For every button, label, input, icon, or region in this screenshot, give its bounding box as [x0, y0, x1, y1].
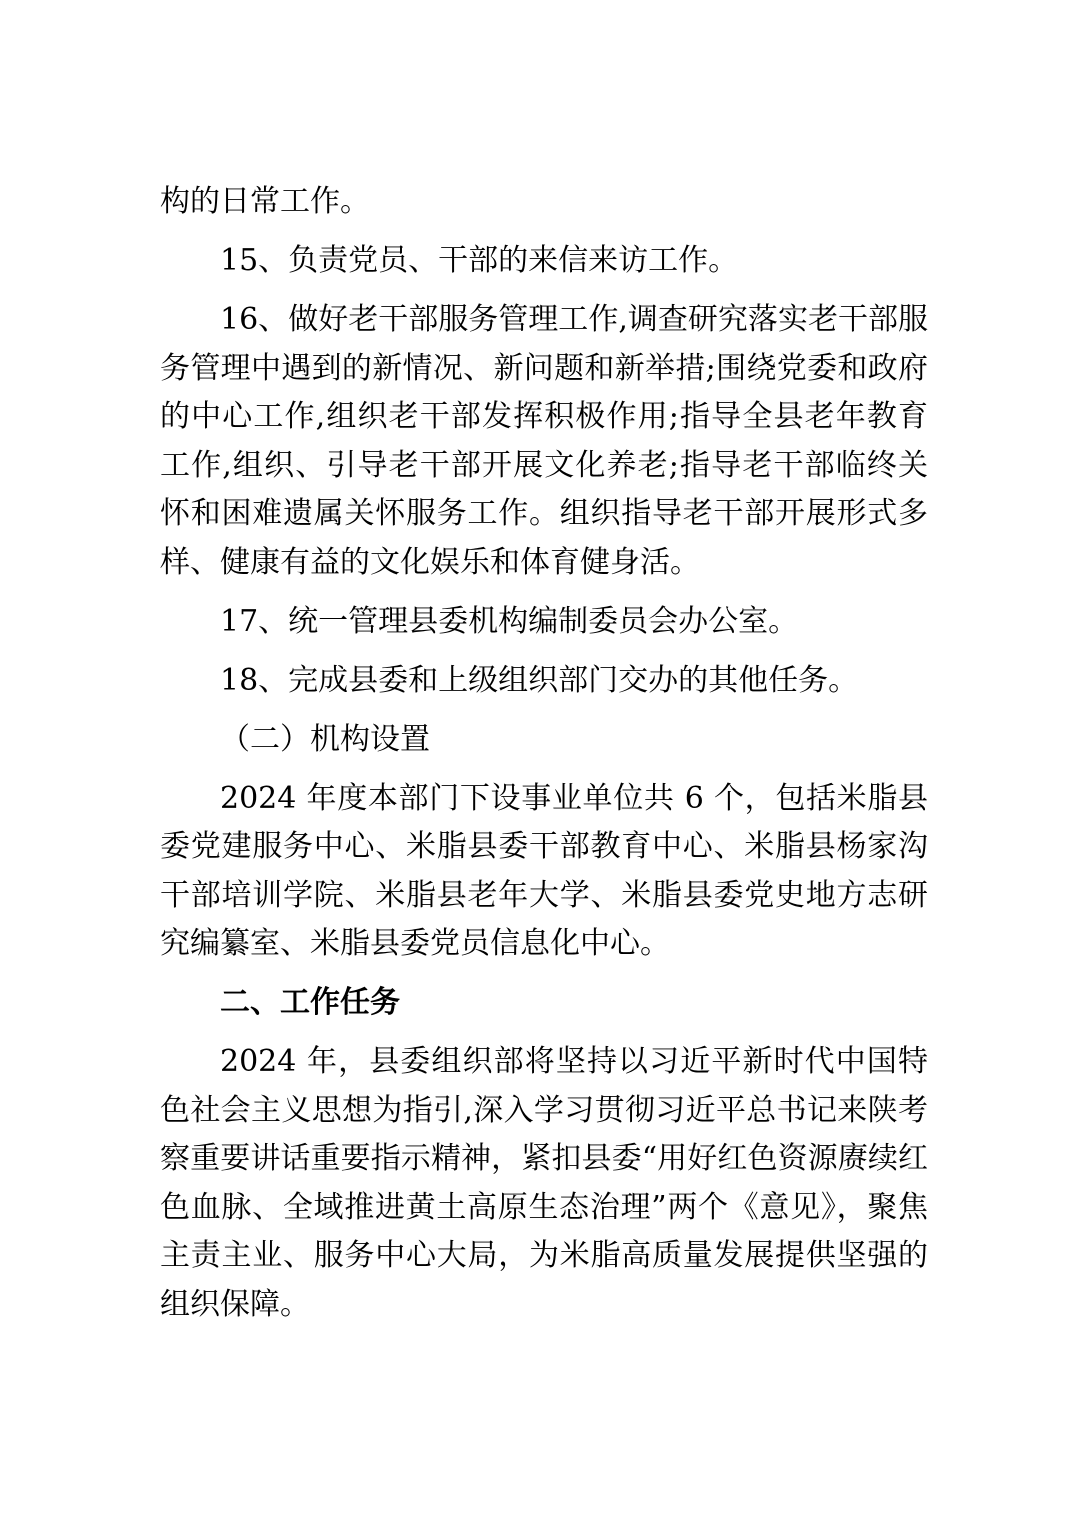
list-item-17: 17、统一管理县委机构编制委员会办公室。 — [220, 603, 799, 639]
document-body — [160, 178, 928, 1340]
section-heading-institution-setup: （二）机构设置 — [220, 721, 430, 757]
list-item-18: 18、完成县委和上级组织部门交办的其他任务。 — [220, 662, 859, 698]
work-tasks-paragraph: 2024 年，县委组织部将坚持以习近平新时代中国特色社会主义思想为指引,深入学习贯彻习近平总书记来陕考察重要讲话重要指示精神，紧扣县委“用好红色资源赓续红色血脉、全域推进黄土高原生态治理”两个《意见》，聚焦主责主业、服务中心大局，为米脂高质量发展提供坚强的组织保障。 — [160, 1044, 928, 1322]
list-item-16: 16、做好老干部服务管理工作,调查研究落实老干部服务管理中遇到的新情况、新问题和新举措;围绕党委和政府的中心工作,组织老干部发挥积极作用;指导全县老年教育工作,组织、引导老干部开展文化养老;指导老干部临终关怀和困难遗属关怀服务工作。组织指导老干部开展形式多样、健康有益的文化娱乐和体育健身活。 — [160, 302, 928, 580]
list-item-15: 15、负责党员、干部的来信来访工作。 — [220, 243, 739, 278]
section-heading-work-tasks: 二、工作任务 — [220, 985, 400, 1020]
institution-setup-paragraph: 2024 年度本部门下设事业单位共 6 个，包括米脂县委党建服务中心、米脂县委干部教育中心、米脂县杨家沟干部培训学院、米脂县老年大学、米脂县委党史地方志研究编纂室、米脂县委党员信息化中心。 — [160, 780, 928, 961]
paragraph-continuation: 构的日常工作。 — [160, 184, 370, 219]
